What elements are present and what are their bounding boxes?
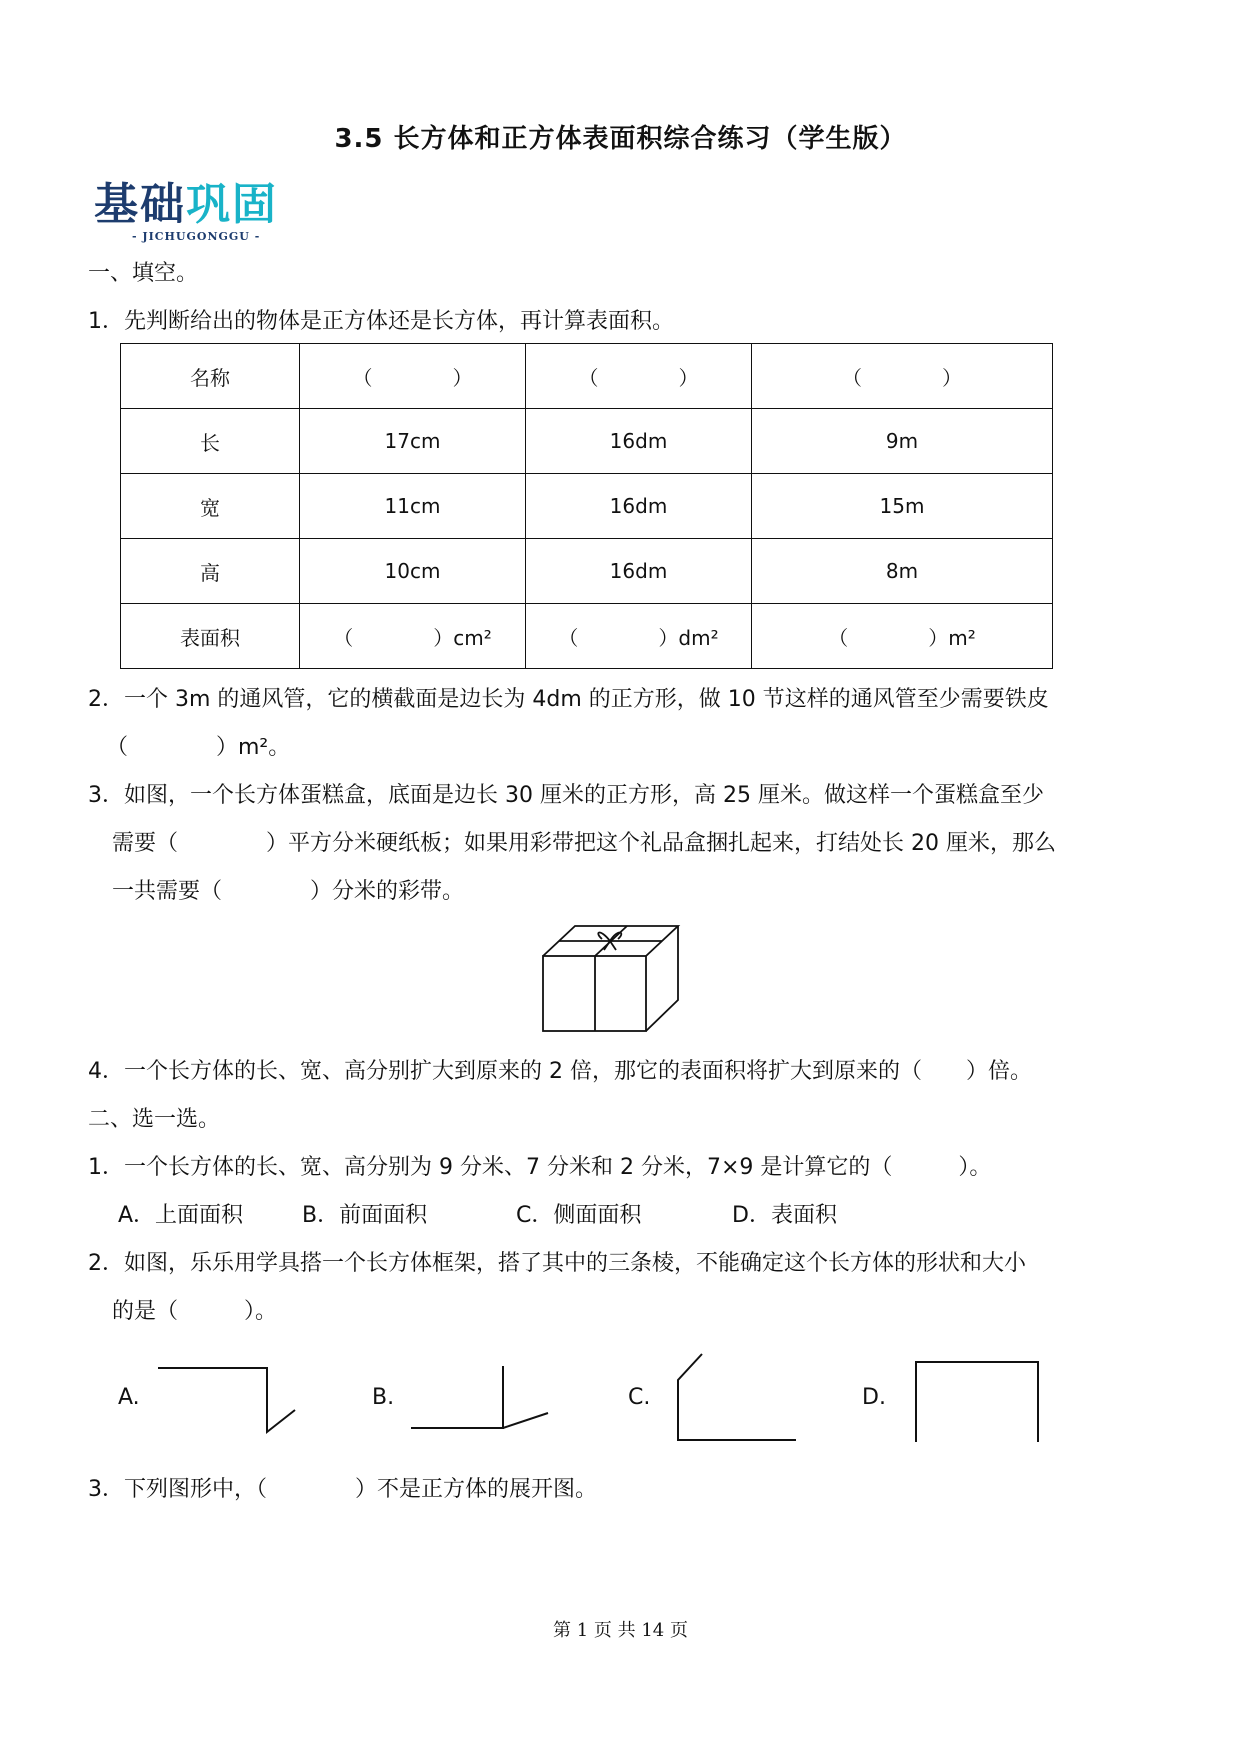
- table-row: [121, 409, 1053, 474]
- option-d: D．表面积: [732, 1203, 837, 1228]
- table-cell: 长: [121, 409, 300, 474]
- table-cell: 10cm: [300, 539, 526, 604]
- q3-line-2: 需要（ ）平方分米硬纸板；如果用彩带把这个礼品盒捆扎起来，打结处长 20 厘米，那么: [112, 831, 1056, 856]
- figure-a: [155, 1360, 300, 1440]
- figure-label-c: C.: [628, 1385, 651, 1410]
- s2q3-text: 3．下列图形中，（ ）不是正方体的展开图。: [88, 1477, 597, 1502]
- logo-text-b: 巩固: [186, 179, 278, 230]
- table-row: [121, 474, 1053, 539]
- q2-line-2: （ ）m²。: [106, 735, 291, 760]
- figure-c: [672, 1350, 802, 1445]
- q2-line-1: 2．一个 3m 的通风管，它的横截面是边长为 4dm 的正方形，做 10 节这样的通风管至少需要铁皮: [88, 687, 1049, 712]
- table-row: [121, 344, 1053, 409]
- table-cell: 表面积: [121, 604, 300, 669]
- table-cell: 高: [121, 539, 300, 604]
- table-cell: 16dm: [526, 474, 752, 539]
- table-cell: （ ）dm²: [526, 604, 752, 669]
- table-cell: （ ）: [526, 344, 752, 409]
- logo-subtitle: - JICHUGONGGU -: [132, 230, 261, 243]
- q3-line-1: 3．如图，一个长方体蛋糕盒，底面是边长 30 厘米的正方形，高 25 厘米。做这样一个蛋糕盒至少: [88, 783, 1044, 808]
- table-cell: 17cm: [300, 409, 526, 474]
- s2q2-line-1: 2．如图，乐乐用学具搭一个长方体框架，搭了其中的三条棱，不能确定这个长方体的形状和大小: [88, 1251, 1027, 1276]
- table-cell: 16dm: [526, 409, 752, 474]
- q4-text: 4．一个长方体的长、宽、高分别扩大到原来的 2 倍，那它的表面积将扩大到原来的（ ）倍。: [88, 1059, 1032, 1084]
- page-footer: 第 1 页 共 14 页: [553, 1620, 688, 1641]
- table-row: [121, 539, 1053, 604]
- table-cell: 宽: [121, 474, 300, 539]
- option-b: B．前面面积: [302, 1203, 428, 1228]
- logo-text-a: 基础: [94, 179, 186, 230]
- table-cell: （ ）m²: [752, 604, 1053, 669]
- table-cell: 16dm: [526, 539, 752, 604]
- figure-label-b: B.: [372, 1385, 395, 1410]
- s2q2-line-2: 的是（ ）。: [112, 1299, 278, 1324]
- q1-table: [120, 343, 1053, 669]
- section-2-heading: 二、选一选。: [88, 1107, 221, 1132]
- table-cell: （ ）: [752, 344, 1053, 409]
- q1-text: 1．先判断给出的物体是正方体还是长方体，再计算表面积。: [88, 309, 674, 334]
- q3-line-3: 一共需要（ ）分米的彩带。: [112, 879, 465, 904]
- option-a: A．上面面积: [118, 1203, 244, 1228]
- section-1-heading: 一、填空。: [88, 261, 199, 286]
- section-logo: [94, 180, 294, 250]
- table-cell: 15m: [752, 474, 1053, 539]
- table-cell: （ ）: [300, 344, 526, 409]
- cake-box-figure: [540, 922, 690, 1034]
- figure-label-a: A.: [118, 1385, 140, 1410]
- table-cell: 9m: [752, 409, 1053, 474]
- s2q1-text: 1．一个长方体的长、宽、高分别为 9 分米、7 分米和 2 分米，7×9 是计算它的（ ）。: [88, 1155, 992, 1180]
- table-row: [121, 604, 1053, 669]
- page-title: 3.5 长方体和正方体表面积综合练习（学生版）: [334, 124, 907, 154]
- table-cell: 8m: [752, 539, 1053, 604]
- table-cell: 名称: [121, 344, 300, 409]
- figure-label-d: D.: [862, 1385, 886, 1410]
- option-c: C．侧面面积: [516, 1203, 642, 1228]
- table-cell: 11cm: [300, 474, 526, 539]
- figure-b: [408, 1358, 553, 1438]
- figure-d: [910, 1356, 1045, 1446]
- table-cell: （ ）cm²: [300, 604, 526, 669]
